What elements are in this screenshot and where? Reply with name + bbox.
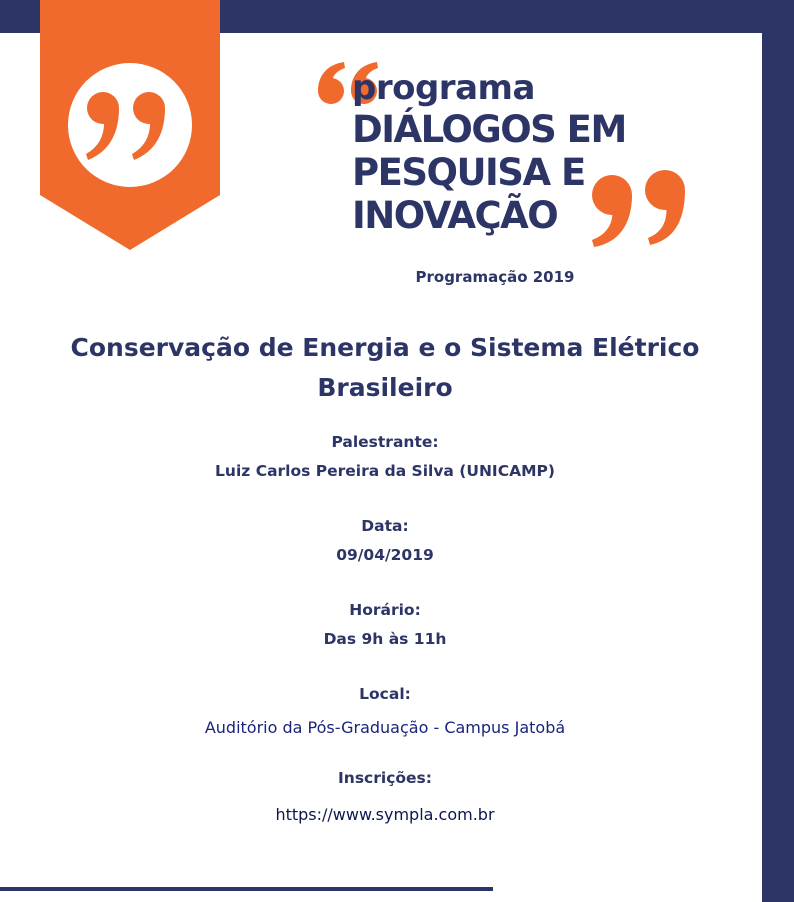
event-title-line2: Brasileiro	[317, 373, 453, 402]
logo-line-pesquisa: PESQUISA E	[352, 151, 585, 194]
date-value: 09/04/2019	[336, 546, 434, 564]
time-value: Das 9h às 11h	[323, 630, 447, 648]
location-section	[50, 682, 720, 750]
registration-section	[50, 766, 720, 840]
event-title	[50, 328, 720, 408]
registration-label: Inscrições:	[338, 769, 432, 787]
frame-right-bar	[762, 0, 794, 902]
program-year-subtitle: Programação 2019	[415, 268, 575, 286]
speaker-name: Luiz Carlos Pereira da Silva (UNICAMP)	[215, 462, 555, 480]
registration-link[interactable]: https://www.sympla.com.br	[275, 805, 495, 824]
event-title-line1: Conservação de Energia e o Sistema Elétrico	[70, 333, 700, 362]
speaker-section	[50, 430, 720, 488]
date-section	[50, 514, 720, 572]
logo-line-dialogos: DIÁLOGOS EM	[352, 108, 626, 151]
date-label: Data:	[361, 517, 409, 535]
program-logo	[352, 68, 626, 237]
time-section	[50, 598, 720, 656]
location-value: Auditório da Pós-Graduação - Campus Jatobá	[204, 718, 566, 737]
logo-line-programa: programa	[352, 68, 535, 108]
location-label: Local:	[359, 685, 411, 703]
logo-line-inovacao: INOVAÇÃO	[352, 194, 558, 237]
speaker-label: Palestrante:	[331, 433, 439, 451]
time-label: Horário:	[349, 601, 421, 619]
ribbon-badge	[0, 0, 260, 260]
bottom-divider	[0, 887, 493, 891]
